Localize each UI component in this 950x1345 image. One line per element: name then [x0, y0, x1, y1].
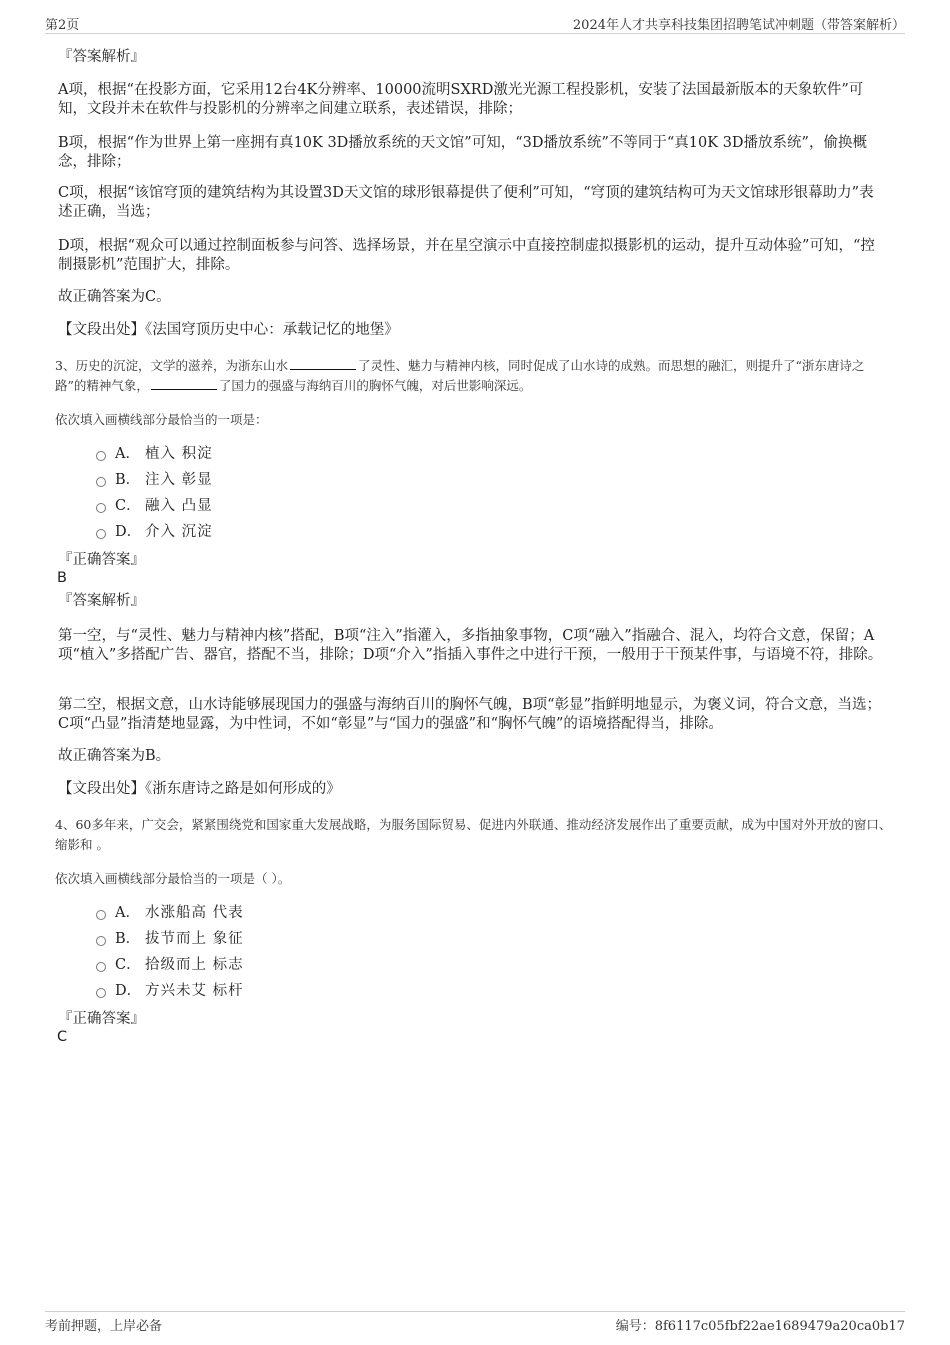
option-letter: D．: [115, 524, 142, 540]
page-header: [45, 14, 905, 34]
q2-analysis-b: B项，根据“作为世界上第一座拥有真10K 3D播放系统的天文馆”可知，“3D播放系统”不等同于“真10K 3D播放系统”，偷换概念，排除；: [58, 135, 867, 170]
q4-option-a[interactable]: [96, 903, 244, 923]
q4-option-c[interactable]: [96, 955, 244, 975]
option-letter: D．: [115, 983, 142, 999]
q2-analysis-label: 『答案解析』: [58, 49, 145, 65]
q3-blank-2: [151, 378, 217, 390]
document-code: 编号：8f6117c05fbf22ae1689479a20ca0b17: [615, 1319, 905, 1334]
page-footer: [45, 1311, 905, 1333]
q2-analysis-a: A项，根据“在投影方面，它采用12台4K分辨率、10000流明SXRD激光光源工程投影机，安装了法国最新版本的天象软件”可知，文段并未在软件与投影机的分辨率之间建立联系，表述错误，排除；: [58, 82, 864, 117]
radio-icon[interactable]: [96, 529, 106, 539]
q2-source: 【文段出处】《法国穹顶历史中心：承载记忆的地堡》: [58, 322, 399, 338]
page-number: 第2页: [45, 18, 80, 33]
option-text: 注入 彰显: [145, 472, 213, 488]
q3-conclusion: 故正确答案为B。: [58, 748, 171, 764]
q3-answer-label: 『正确答案』: [58, 552, 145, 568]
radio-icon[interactable]: [96, 477, 106, 487]
q4-option-d[interactable]: [96, 981, 244, 1001]
q3-stem-part1: 3、历史的沉淀，文学的滋养，为浙东山水: [55, 358, 288, 373]
option-letter: B．: [115, 931, 141, 947]
option-text: 拾级而上 标志: [145, 957, 244, 973]
q3-answer: B: [57, 570, 67, 586]
option-letter: C．: [115, 498, 141, 514]
q2-analysis-c: C项，根据“该馆穹顶的建筑结构为其设置3D天文馆的球形银幕提供了便利”可知，“穹顶的建筑结构可为天文馆球形银幕助力”表述正确，当选；: [58, 185, 874, 220]
q3-stem-part2: 了灵性、魅力与精神内核，同时促成了山水诗的成熟。而思想的融汇，则提升了“浙东唐诗之路”的精神气象，: [55, 358, 865, 393]
q3-option-c[interactable]: [96, 496, 213, 516]
q3-prompt: 依次填入画横线部分最恰当的一项是：: [55, 412, 268, 427]
q4-answer: C: [57, 1029, 68, 1045]
q3-source: 【文段出处】《浙东唐诗之路是如何形成的》: [58, 781, 341, 797]
q4-stem: 4、60多年来，广交会，紧紧围绕党和国家重大发展战略，为服务国际贸易、促进内外联通、推动经济发展作出了重要贡献，成为中国对外开放的窗口、缩影和 。: [55, 817, 892, 852]
option-text: 拔节而上 象征: [145, 931, 244, 947]
q4-option-b[interactable]: [96, 929, 244, 949]
q3-option-d[interactable]: [96, 522, 213, 542]
q3-analysis-para2: 第二空，根据文意，山水诗能够展现国力的强盛与海纳百川的胸怀气魄，B项“彰显”指鲜明地显示，为褒义词，符合文意，当选；C项“凸显”指清楚地显露，为中性词，不如“彰显”与“国力的强盛”和“胸怀气魄”的语境搭配得当，排除。: [58, 697, 881, 732]
footer-slogan: 考前押题，上岸必备: [45, 1319, 163, 1334]
document-title: 2024年人才共享科技集团招聘笔试冲刺题（带答案解析）: [572, 18, 905, 33]
q2-analysis-d: D项，根据“观众可以通过控制面板参与问答、选择场景，并在星空演示中直接控制虚拟摄影机的运动，提升互动体验”可知，“控制摄影机”范围扩大，排除。: [58, 238, 875, 273]
q3-blank-1: [290, 358, 356, 370]
q4-answer-label: 『正确答案』: [58, 1011, 145, 1027]
option-text: 植入 积淀: [145, 446, 213, 462]
q3-option-b[interactable]: [96, 470, 213, 490]
q3-stem-part3: 了国力的强盛与海纳百川的胸怀气魄，对后世影响深远。: [218, 378, 532, 393]
option-letter: A．: [115, 446, 140, 462]
q3-analysis-para1: 第一空，与“灵性、魅力与精神内核”搭配，B项“注入”指灌入，多指抽象事物，C项“融入”指融合、混入，均符合文意，保留；A项“植入”多搭配广告、器官，搭配不当，排除；D项“介入”指插入事件之中进行干预，一般用于干预某件事，与语境不符，排除。: [58, 628, 883, 663]
option-letter: A．: [115, 905, 140, 921]
option-letter: B．: [115, 472, 141, 488]
radio-icon[interactable]: [96, 451, 106, 461]
q4-prompt: 依次填入画横线部分最恰当的一项是（ ）。: [55, 871, 291, 886]
radio-icon[interactable]: [96, 936, 106, 946]
option-text: 介入 沉淀: [145, 524, 213, 540]
option-letter: C．: [115, 957, 141, 973]
option-text: 融入 凸显: [145, 498, 213, 514]
q3-analysis-label: 『答案解析』: [58, 593, 145, 609]
radio-icon[interactable]: [96, 503, 106, 513]
q2-conclusion: 故正确答案为C。: [58, 289, 171, 305]
radio-icon[interactable]: [96, 910, 106, 920]
option-text: 水涨船高 代表: [145, 905, 244, 921]
q3-stem: [55, 356, 895, 396]
option-text: 方兴未艾 标杆: [145, 983, 244, 999]
radio-icon[interactable]: [96, 962, 106, 972]
radio-icon[interactable]: [96, 988, 106, 998]
q3-option-a[interactable]: [96, 444, 213, 464]
